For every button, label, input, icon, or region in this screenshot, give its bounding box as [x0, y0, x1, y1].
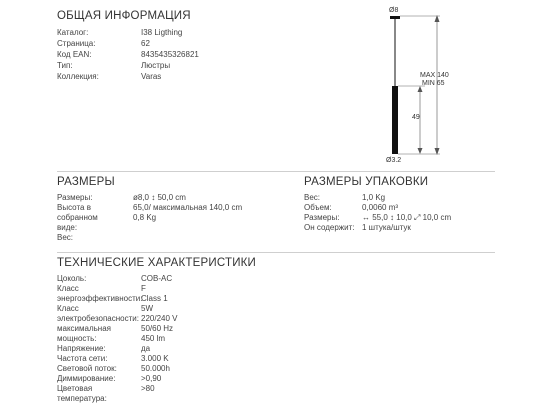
technical-title: ТЕХНИЧЕСКИЕ ХАРАКТЕРИСТИКИ [57, 257, 257, 269]
tech-label: мощность: [57, 334, 97, 343]
row-label: Тип: [57, 61, 73, 70]
lamp-canopy [390, 16, 400, 19]
tech-value: >0,90 [141, 374, 162, 383]
pack-value: 0,0060 m³ [362, 203, 399, 212]
technical-labels [57, 274, 142, 404]
tech-label: Световой поток: [57, 364, 117, 373]
pack-value: 1,0 Kg [362, 193, 386, 202]
tech-value: >80 [141, 384, 155, 393]
dimensions-title: РАЗМЕРЫ [57, 176, 115, 188]
dim-label: Вес: [57, 233, 74, 242]
divider [57, 171, 495, 172]
row-label: Страница: [57, 39, 96, 48]
tech-label: Цоколь: [57, 274, 87, 283]
tech-label: электробезопасности: [57, 314, 139, 323]
tech-label: максимальная [57, 324, 111, 333]
top-diameter-label: Ø8 [389, 7, 399, 14]
tech-label: Класс [57, 284, 79, 293]
tech-value: 220/240 V [141, 314, 178, 323]
body-length-label: 49 [412, 114, 420, 121]
general-title: ОБЩАЯ ИНФОРМАЦИЯ [57, 10, 191, 22]
packaging-title: РАЗМЕРЫ УПАКОВКИ [304, 176, 429, 188]
pack-label: Он содержит: [304, 223, 355, 232]
tech-label: Напряжение: [57, 344, 106, 353]
tech-value: COB-AC [141, 274, 173, 283]
row-value: 62 [141, 39, 150, 48]
row-value: Люстры [141, 61, 171, 70]
row-value: I38 Ligthing [141, 28, 183, 37]
pack-label: Вес: [304, 193, 321, 202]
height-max-label: MAX 140 [420, 72, 449, 79]
dim-label: Размеры: [57, 193, 93, 202]
packaging-labels [304, 193, 355, 233]
divider [57, 252, 495, 253]
tech-value: 450 lm [141, 334, 166, 343]
row-label: Коллекция: [57, 72, 99, 81]
tech-value: да [141, 344, 151, 353]
row-label: Каталог: [57, 28, 89, 37]
tech-value: 5W [141, 304, 153, 313]
pack-label: Объем: [304, 203, 332, 212]
dim-value: 0,8 Kg [133, 213, 157, 222]
tech-value: F [141, 284, 146, 293]
tech-label: Частота сети: [57, 354, 108, 363]
pack-value: 1 штука/штук [362, 223, 411, 232]
dim-label: собранном [57, 213, 98, 222]
tech-label: Класс [57, 304, 79, 313]
dimensions-labels [57, 193, 98, 243]
row-value: Varas [141, 72, 162, 81]
packaging-values [362, 193, 451, 233]
dim-label: виде: [57, 223, 78, 232]
tech-label: температура: [57, 394, 107, 403]
pack-value: ↔ 55,0 ↕ 10,0 ⤢ 10,0 cm [362, 213, 452, 222]
tech-label: Диммирование: [57, 374, 116, 383]
tech-value: Class 1 [141, 294, 168, 303]
lamp-body [392, 86, 398, 154]
dim-value: 65,0/ максимальная 140,0 cm [133, 203, 243, 212]
tech-label: Цветовая [57, 384, 93, 393]
row-label: Код EAN: [57, 50, 92, 59]
tech-value: 50.000h [141, 364, 170, 373]
tech-value: 3.000 K [141, 354, 169, 363]
tech-label: энергоэффективности: [57, 294, 143, 303]
dim-label: Высота в [57, 203, 91, 212]
pack-label: Размеры: [304, 213, 340, 222]
dimensions-values [133, 193, 242, 223]
dim-value: ø8,0 ↕ 50,0 cm [133, 193, 186, 202]
row-value: 8435435326821 [141, 50, 199, 59]
height-min-label: MIN 65 [422, 80, 445, 87]
bottom-diameter-label: Ø3.2 [386, 157, 402, 164]
lamp-technical-drawing [0, 0, 550, 175]
technical-values [141, 274, 177, 394]
tech-value: 50/60 Hz [141, 324, 174, 333]
